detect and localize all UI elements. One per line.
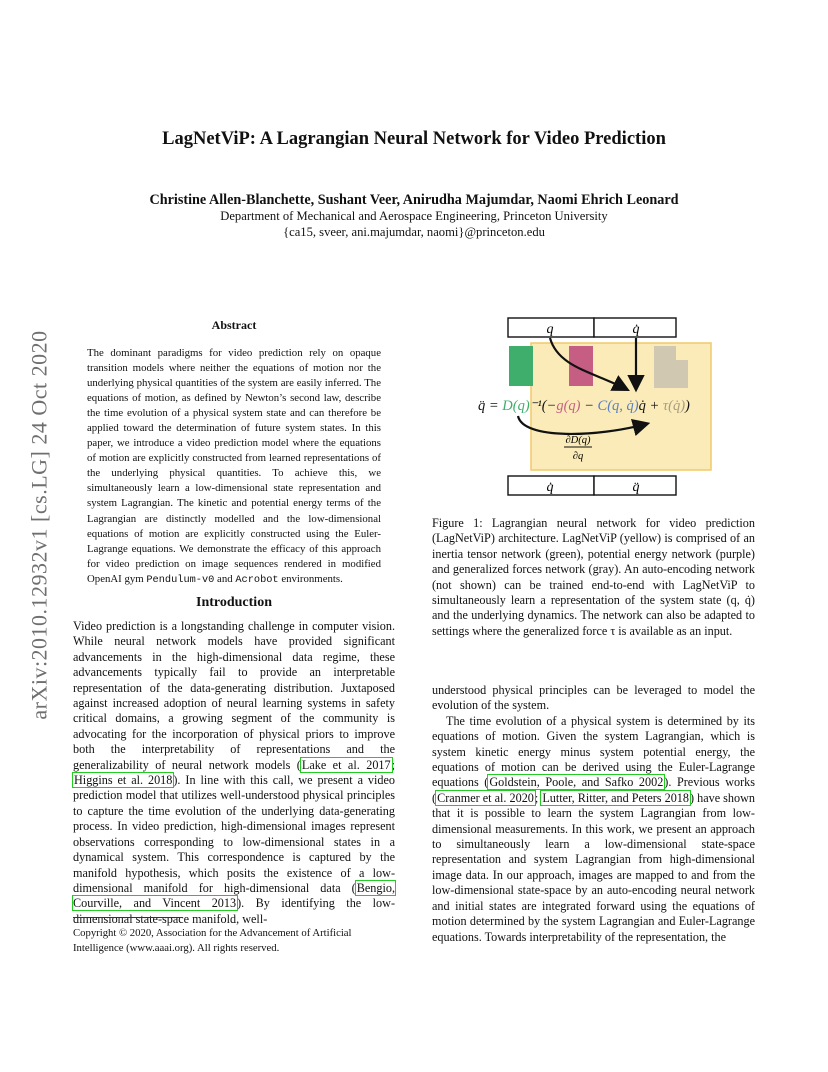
env-name: Pendulum-v0 (146, 573, 215, 586)
figure-caption: Figure 1: Lagrangian neural network for video prediction (LagNetViP) architecture. LagNetViP (yellow) is comprised of an inertia tensor network (green), potential energy network (purple) and generalized forces network (gray). An auto-encoding network (not shown) can be trained end-to-end with LagNetViP to simultaneously learn a representation of the system state (q, q̇) and the underlying dynamics. The network can also be adapted to settings where the generalized force τ is available as an input. (432, 516, 755, 638)
output-qdot-label: q̇ (546, 480, 554, 495)
paper-title: LagNetViP: A Lagrangian Neural Network for Video Prediction (162, 129, 666, 149)
output-qddot-label: q̈ (632, 480, 640, 495)
copyright-footnote: Copyright © 2020, Association for the Advancement of Artificial Intelligence (www.aaai.org). All rights reserved. (73, 927, 352, 954)
input-q-label: q (546, 322, 554, 337)
introduction-continued (432, 683, 755, 945)
citation-link[interactable]: Cranmer et al. 2020 (437, 790, 534, 805)
arxiv-identifier (20, 290, 60, 760)
citation-link[interactable]: Goldstein, Poole, and Safko 2002 (489, 775, 664, 790)
introduction-paragraph: The time evolution of a physical system is determined by its equations of motion. Given the system Lagrangian, which is system kinetic energy minus system potential energy, the equations of motion can be derived using the Euler-Lagrange equations (Goldstein, Poole, and Safko 2002). Previous works (Cranmer et al. 2020; Lutter, Ritter, and Peters 2018) have shown that it is possible to learn the system Lagrangian from low-dimensional measurements. In this work, we present an approach to simultaneously learn a low-dimensional state-space representation and system Lagrangian from high-dimensional image data. In our approach, images are mapped to and from the low-dimensional state-space by an auto-encoding neural network and initial states are integrated forward using the equations of motion determined by the system Lagrangian and Euler-Lagrange equations. Towards interpretability of the representation, the (432, 713, 755, 944)
author-emails: {ca15, sveer, ani.majumdar, naomi}@princeton.edu (283, 225, 545, 239)
architecture-diagram (478, 312, 728, 502)
env-name: Acrobot (235, 573, 279, 586)
footnote-divider (73, 917, 183, 918)
citation-link[interactable]: Lake et al. 2017 (301, 757, 391, 772)
citation-link[interactable]: Bengio, Courville, and Vincent 2013 (73, 880, 395, 911)
affiliation: Department of Mechanical and Aerospace Engineering, Princeton University (220, 209, 608, 223)
citation-link[interactable]: Lutter, Ritter, and Peters 2018 (542, 790, 689, 805)
architecture-figure (478, 312, 728, 502)
introduction-paragraph: Video prediction is a longstanding challenge in computer vision. While neural network models have provided significant advancements in the high-dimensional data regime, these advancements typically fail to provide an interpretable representation of the data-generating distribution. Juxtaposed against increased adoption of neural learning systems in safety critical domains, a growing segment of the community is advocating for the incorporation of physical priors to improve both the interpretability of representations and the generalizability of neural network models (Lake et al. 2017; Higgins et al. 2018). In line with this call, we present a video prediction model that utilizes well-understood physical principles to capture the time evolution of the underlying data-generating process. In video prediction, high-dimensional images represent observations corresponding to low-dimensional states in a dynamical system. This correspondence is captured by the manifold hypothesis, which posits the existence of a low-dimensional manifold for high-dimensional data (Bengio, Courville, and Vincent 2013). By identifying the low-dimensional state-space manifold, well- (73, 619, 395, 926)
abstract-heading: Abstract (211, 318, 257, 332)
derivative-numerator: ∂D(q) (565, 435, 591, 446)
abstract-text: The dominant paradigms for video prediction rely on opaque transition models where neither the equations of motion nor the underlying physical quantities of the system are easily inferred. The equations of motion, as defined by Newton’s second law, describe the time evolution of a physical system state and can therefore be applied toward the determination of future system states. In this paper, we introduce a video prediction model where the equations of motion are explicitly constructed from learned representations of the underlying physical quantities. To achieve this, we simultaneously learn a low-dimensional state representation and system Lagrangian. The kinetic and potential energy terms of the Lagrangian are distinctly modelled and the low-dimensional equations of motion are explicitly constructed using the Euler-Lagrange equations. We demonstrate the efficacy of this approach for video prediction on image sequences rendered in modified OpenAI gym Pendulum-v0 and Acrobot environments. (87, 347, 381, 586)
input-qdot-label: q̇ (632, 322, 640, 337)
potential-network-block (569, 346, 593, 386)
derivative-denominator: ∂q (572, 451, 584, 462)
citation-link[interactable]: Higgins et al. 2018 (74, 773, 173, 788)
equation-of-motion: q̈ = D(q)⁻¹(−g(q) − C(q, q̇)q̇ + τ(q̇)) (478, 398, 690, 414)
paragraph-continuation: understood physical principles can be leveraged to model the evolution of the system. (432, 683, 755, 713)
inertia-network-block (509, 346, 533, 386)
arxiv-identifier-text: arXiv:2010.12932v1 [cs.LG] 24 Oct 2020 (27, 330, 52, 720)
introduction-heading: Introduction (196, 595, 272, 610)
author-list: Christine Allen-Blanchette, Sushant Veer, Anirudha Majumdar, Naomi Ehrich Leonard (149, 192, 679, 208)
